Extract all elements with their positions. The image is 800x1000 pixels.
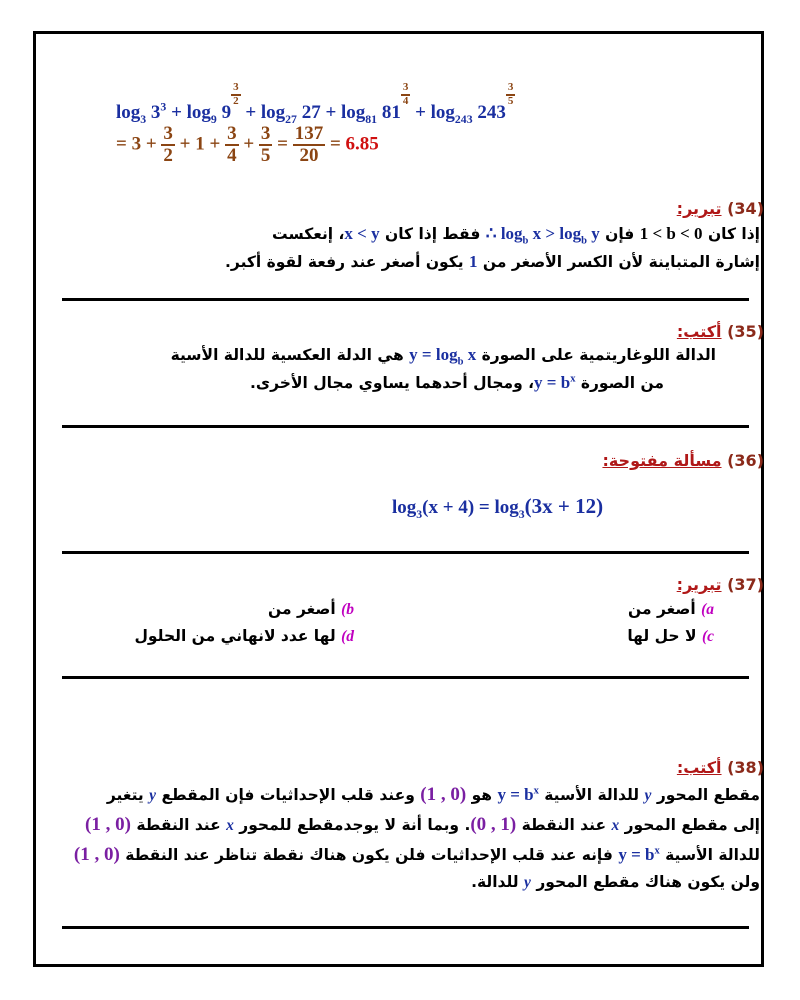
q36-equation: $\log_3(x + 4) = \log_3(3x + 12)$ <box>392 494 604 521</box>
term5: + $\log_{243} 243$ $\frac{3}{5}$ <box>415 81 514 126</box>
q38-line4: ولن يكون هناك مقطع المحور y للدالة. <box>471 873 760 891</box>
term4: + $\log_{81} 81$ $\frac{3}{4}$ <box>325 81 409 126</box>
term1: $\log_3 3^3$ <box>116 100 167 126</box>
q38-line1: مقطع المحور y للدالة الأسية $y = b^x$ هو (1 , 0) وعند قلب الإحداثيات فإن المقطع y يتغير <box>106 784 760 805</box>
q38-line2: إلى مقطع المحور x عند النقطة (0 , 1). وبما أنة لا يوجدمقطع للمحور x عند النقطة (1 , 0) <box>85 814 760 835</box>
q35-header: (35) أكتب: <box>676 322 764 341</box>
fraction-3-4: $\frac{3}{4}$ <box>227 123 237 166</box>
q37-option-a: a) أصغر من <box>628 600 714 618</box>
q33-expression-line1 <box>116 82 515 126</box>
fraction-3-2: $\frac{3}{2}$ <box>163 123 173 166</box>
divider-4 <box>62 676 749 679</box>
fraction-3-5: $\frac{3}{5}$ <box>260 123 271 166</box>
q37-header: (37) تبرير: <box>676 575 764 594</box>
divider-2 <box>62 425 749 428</box>
q37-option-b: b) أصغر من <box>268 600 354 618</box>
divider-3 <box>62 551 749 554</box>
term3: + $\log_{27} 27$ <box>245 101 321 126</box>
term2: + $\log_9 9$ $\frac{3}{2}$ <box>171 81 239 126</box>
q35-line2: من الصورة $y = b^x،$ ومجال أحدهما يساوي مجال الأخرى. <box>250 373 664 392</box>
result-value: 6.85 <box>345 133 379 155</box>
q36-header: (36) مسألة مفتوحة: <box>602 451 764 470</box>
divider-1 <box>62 298 749 301</box>
q34-line2: إشارة المتباينة لأن الكسر الأصغر من 1 يكون أصغر عند رفعة لقوة أكبر. <box>225 252 760 271</box>
q33-expression-line2: = 3 + $\frac{3}{2}$ + 1 + $\frac{3}{4}$ + $\frac{3}{5}$ = $\frac{137}{20}$ = 6.85 <box>116 123 379 166</box>
q37-option-d: d) لها عدد لانهاني من الحلول <box>134 627 354 645</box>
divider-5 <box>62 926 749 929</box>
q34-line1: إذا كان 1 < b < 0 فإن ∴ $\log_b x > \log_b y$ فقط إذا كان x < y، إنعكست <box>272 224 760 247</box>
q34-header: (34) تبرير: <box>676 199 764 218</box>
q38-header: (38) أكتب: <box>676 758 764 777</box>
q35-line1: الدالة اللوغاريتمية على الصورة $y = \log_b x$ هي الدلة العكسية للدالة الأسية <box>170 345 716 368</box>
q37-option-c: c) لا حل لها <box>627 627 714 645</box>
q38-line3: للدالة الأسية $y = b^x$ فإنه عند قلب الإحداثيات فلن يكون هناك نقطة تناظر عند النقطة (1 , 0) <box>73 844 760 865</box>
fraction-137-20: $\frac{137}{20}$ <box>294 123 324 166</box>
